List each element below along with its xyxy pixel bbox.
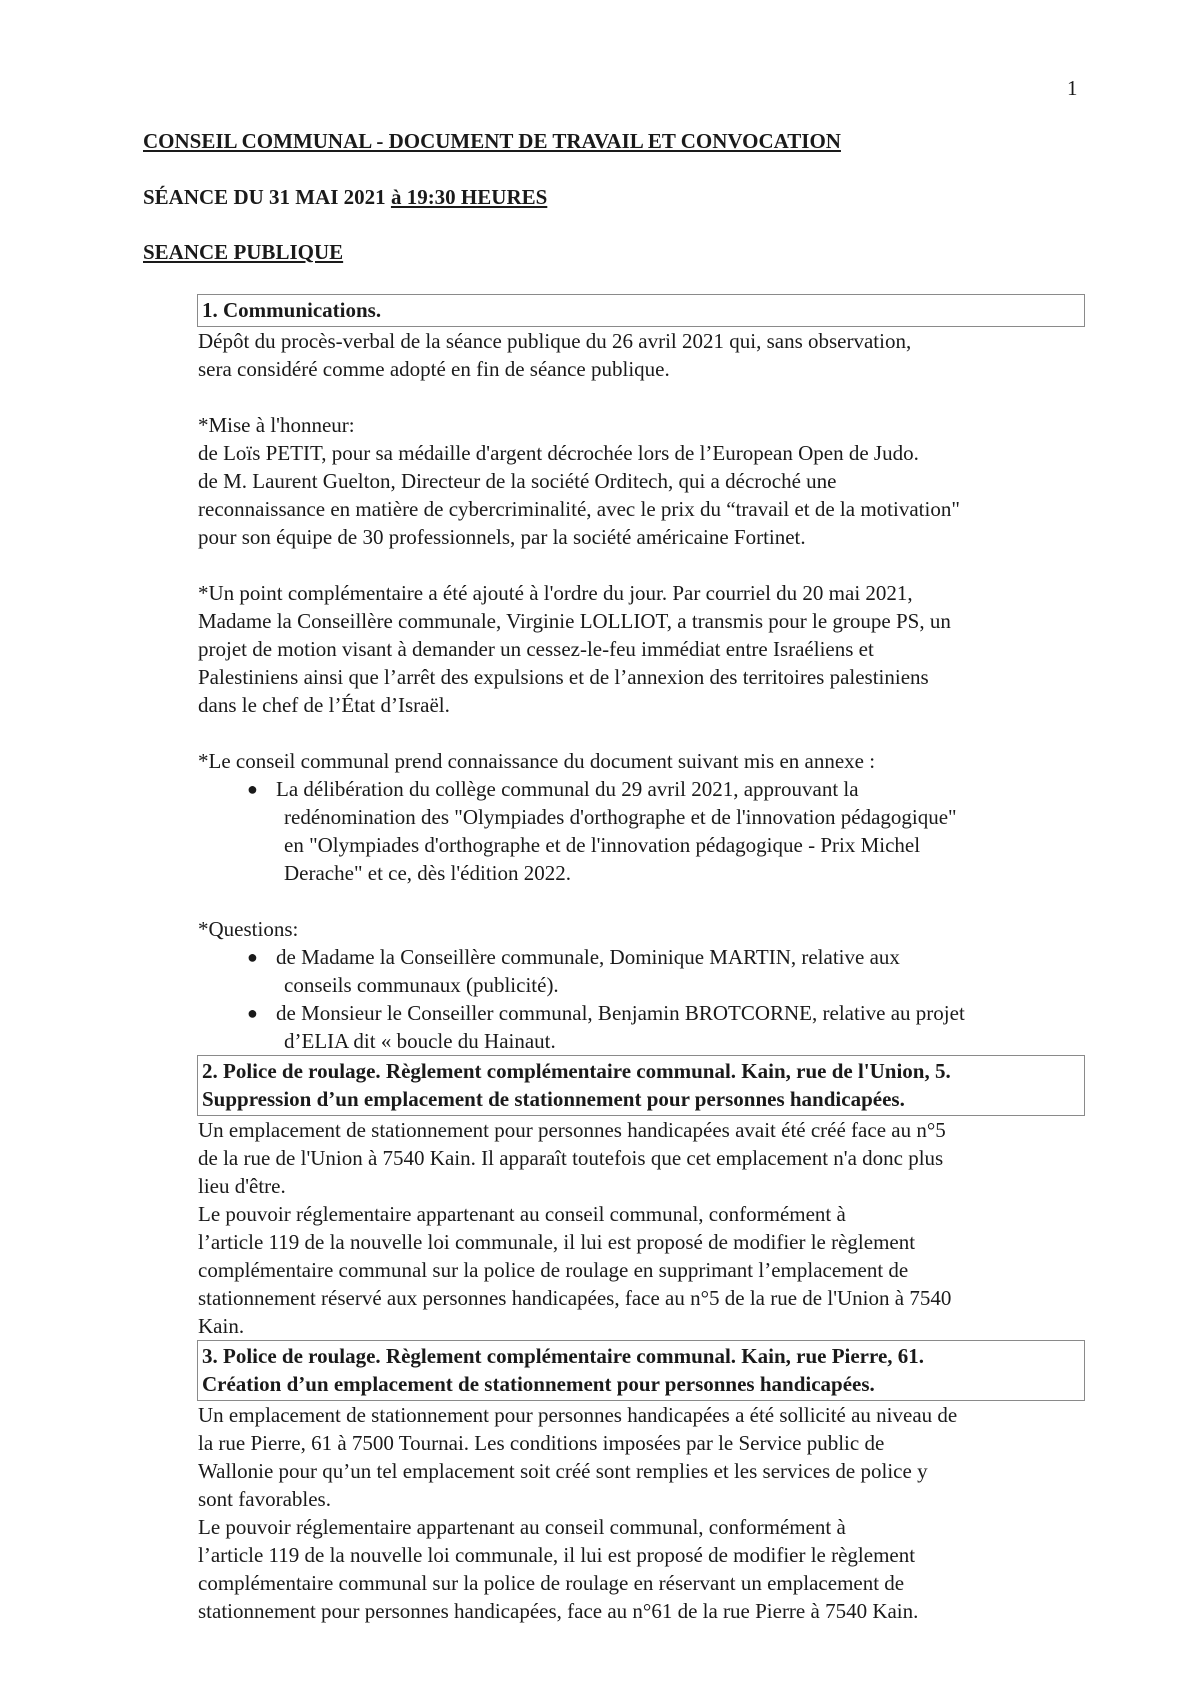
text-line: de M. Laurent Guelton, Directeur de la société Orditech, qui a décroché une [198,469,837,493]
text-line: Palestiniens ainsi que l’arrêt des expulsions et de l’annexion des territoires palestiniens [198,665,929,689]
text-line: Dépôt du procès-verbal de la séance publique du 26 avril 2021 qui, sans observation, [198,329,912,353]
text-line: Un emplacement de stationnement pour personnes handicapées a été sollicité au niveau de [198,1403,958,1427]
text-line: stationnement réservé aux personnes handicapées, face au n°5 de la rue de l'Union à 7540 [198,1286,952,1310]
bullet-icon: ● [247,1003,258,1023]
item-3-title-box [197,1340,1085,1401]
item-3-title-line-2: Création d’un emplacement de stationnement pour personnes handicapées. [202,1372,875,1396]
list-item [198,999,1086,1055]
item-2-body [198,1116,1086,1340]
agenda-content [198,294,1086,1625]
item-1-title: 1. Communications. [202,298,382,322]
text-line: d’ELIA dit « boucle du Hainaut. [284,1029,556,1053]
text-line: de Loïs PETIT, pour sa médaille d'argent décrochée lors de l’European Open de Judo. [198,441,919,465]
text-line: l’article 119 de la nouvelle loi communale, il lui est proposé de modifier le règlement [198,1543,916,1567]
item-1-questions [198,915,1086,1055]
text-line: Un emplacement de stationnement pour personnes handicapées avait été créé face au n°5 [198,1118,946,1142]
text-line: complémentaire communal sur la police de roulage en supprimant l’emplacement de [198,1258,909,1282]
text-line: l’article 119 de la nouvelle loi communale, il lui est proposé de modifier le règlement [198,1230,916,1254]
annex-list [198,775,1086,887]
text-line: sera considéré comme adopté en fin de séance publique. [198,357,670,381]
text-line: Madame la Conseillère communale, Virginie LOLLIOT, a transmis pour le groupe PS, un [198,609,951,633]
text-line: projet de motion visant à demander un cessez-le-feu immédiat entre Israéliens et [198,637,874,661]
text-line: de la rue de l'Union à 7540 Kain. Il apparaît toutefois que cet emplacement n'a donc plus [198,1146,944,1170]
item-2-title-line-2: Suppression d’un emplacement de stationnement pour personnes handicapées. [202,1087,905,1111]
text-line: *Un point complémentaire a été ajouté à l'ordre du jour. Par courriel du 20 mai 2021, [198,581,913,605]
text-line: lieu d'être. [198,1174,286,1198]
item-1-annex [198,747,1086,887]
questions-list [198,943,1086,1055]
bullet-icon: ● [247,947,258,967]
item-2-title-line-1: 2. Police de roulage. Règlement complémentaire communal. Kain, rue de l'Union, 5. [202,1059,951,1083]
session-time: à 19:30 HEURES [390,185,548,209]
text-line: stationnement pour personnes handicapées, face au n°61 de la rue Pierre à 7540 Kain. [198,1599,919,1623]
text-line: Wallonie pour qu’un tel emplacement soit créé sont remplies et les services de police y [198,1459,928,1483]
session-date [143,183,547,211]
text-line: *Mise à l'honneur: [198,413,355,437]
item-1-honours [198,411,1086,551]
item-3-title-line-1: 3. Police de roulage. Règlement complémentaire communal. Kain, rue Pierre, 61. [202,1344,925,1368]
text-line: sont favorables. [198,1487,331,1511]
bullet-icon: ● [247,779,258,799]
item-3-body [198,1401,1086,1625]
item-1-title-box [197,294,1085,327]
text-line: la rue Pierre, 61 à 7500 Tournai. Les conditions imposées par le Service public de [198,1431,885,1455]
section-title: SEANCE PUBLIQUE [143,240,344,264]
text-line: Le pouvoir réglementaire appartenant au conseil communal, conformément à [198,1515,846,1539]
text-line: conseils communaux (publicité). [284,973,559,997]
text-line: de Madame la Conseillère communale, Dominique MARTIN, relative aux [276,945,900,969]
questions-label: *Questions: [198,917,299,941]
text-line: en "Olympiades d'orthographe et de l'innovation pédagogique - Prix Michel [284,833,921,857]
item-1-additional-point [198,579,1086,719]
list-item [198,775,1086,887]
text-line: de Monsieur le Conseiller communal, Benjamin BROTCORNE, relative au projet [276,1001,965,1025]
item-1-paragraph-1 [198,327,1086,383]
text-line: Le pouvoir réglementaire appartenant au conseil communal, conformément à [198,1202,846,1226]
document-title: CONSEIL COMMUNAL - DOCUMENT DE TRAVAIL ET CONVOCATION [143,129,841,153]
text-line: reconnaissance en matière de cybercriminalité, avec le prix du “travail et de la motivation" [198,497,960,521]
item-2-title-box [197,1055,1085,1116]
text-line: Derache" et ce, dès l'édition 2022. [284,861,571,885]
page-number: 1 [1067,76,1078,100]
text-line: redénomination des "Olympiades d'orthographe et de l'innovation pédagogique" [284,805,957,829]
text-line: dans le chef de l’État d’Israël. [198,693,450,717]
text-line: Kain. [198,1314,245,1338]
text-line: complémentaire communal sur la police de roulage en réservant un emplacement de [198,1571,905,1595]
session-date-prefix: SÉANCE DU 31 MAI 2021 [143,185,391,209]
text-line: La délibération du collège communal du 29 avril 2021, approuvant la [276,777,859,801]
text-line: *Le conseil communal prend connaissance du document suivant mis en annexe : [198,749,876,773]
text-line: pour son équipe de 30 professionnels, par la société américaine Fortinet. [198,525,806,549]
list-item [198,943,1086,999]
